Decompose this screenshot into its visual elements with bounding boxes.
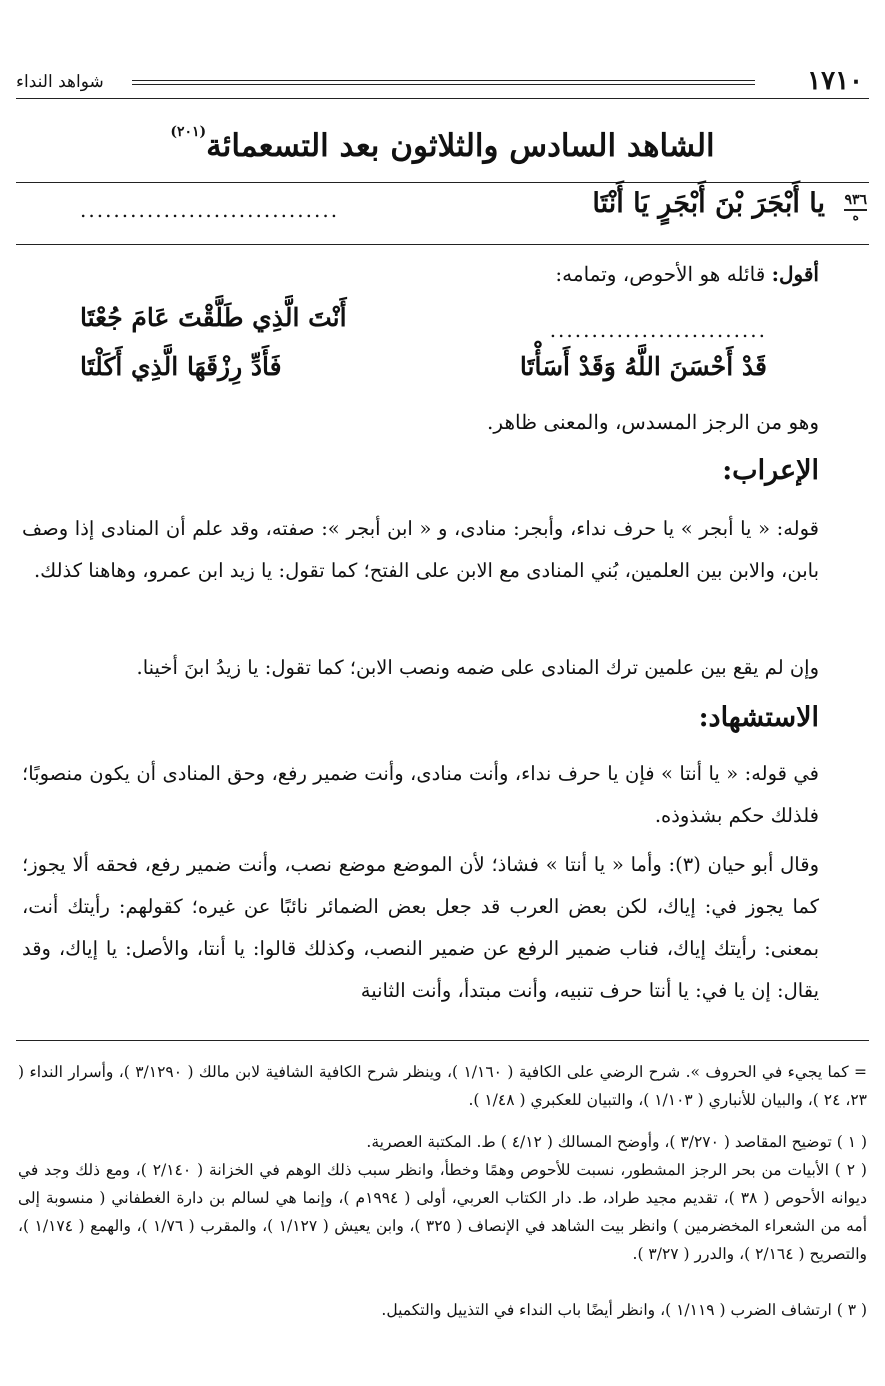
intro-text: قائله هو الأحوص، وتمامه: — [555, 262, 766, 286]
footnote-2: ( ٢ ) الأبيات من بحر الرجز المشطور، نسبت للأحوص وهمًا وخطأ، وانظر سبب ذلك الوهم في الخزانة ( ٢/١٤٠ )، ومع ذلك وجد في ديوانه الأحوص ( ٣٨ )، تقديم مجيد طراد، ط. دار الكتاب العربي، أولى ( ١٩٩٤م )، وإنما هي لسالم بن دارة الغطفاني ( منسوبة إلى أمه من الشعراء المخضرمين ) وانظر بيت الشاهد في الإنصاف ( ٣٢٥ )، وابن يعيش ( ١/١٢٧ )، والمقرب ( ١/٧٦ )، والهمع ( ١/١٧٤ )، والتصريح ( ٢/١٦٤ )، والدرر ( ٣/٢٧ ). — [18, 1161, 868, 1263]
meter-line: وهو من الرجز المسدس، والمعنى ظاهر. — [487, 410, 819, 434]
paragraph-irab-1: قوله: « يا أبجر » يا حرف نداء، وأبجر: منادى، و « ابن أبجر »: صفته، وقد علم أن المنادى إذا وصف بابن، والابن بين العلمين، بُني المنادى مع الابن على الفتح؛ كما تقول: يا زيد ابن عمرو، وهاهنا كذلك. — [22, 517, 819, 582]
poem-line1-left: أَنْتَ الَّذِي طَلَّقْتَ عَامَ جُعْتَا — [80, 303, 347, 332]
witness-footnote-ref: (٢٠١) — [170, 124, 207, 140]
verse-number — [844, 192, 867, 223]
verse-underline — [16, 244, 869, 245]
paragraph-irab-2: وإن لم يقع بين علمين ترك المنادى على ضمه ونصب الابن؛ كما تقول: يا زيدُ ابنَ أخينا. — [136, 656, 819, 679]
verse-number-value: ٩٣٦ — [844, 192, 867, 211]
footnote-1: ( ١ ) توضيح المقاصد ( ٣/٢٧٠ )، وأوضح المسالك ( ٤/١٢ ) ط. المكتبة العصرية. — [366, 1133, 867, 1151]
footnote-continued: = كما يجيء في الحروف ». شرح الرضي على الكافية ( ١/١٦٠ )، وينظر شرح الكافية الشافية لابن مالك ( ٣/١٢٩٠ )، وأسرار النداء ( ٢٣، ٢٤ )، والبيان للأنباري ( ١/١٠٣ )، والتبيان للعكبري ( ١/٤٨ ). — [18, 1063, 867, 1109]
paragraph-istishhad-2: وقال أبو حيان (٣): وأما « يا أنتا » فشاذ؛ لأن الموضع موضع نصب، وأنت ضمير رفع، فحقه ألا يجوز؛ كما يجوز في: إياك، لكن بعض العرب قد جعل بعض الضمائر نائبًا عن غيره؛ كقولهم: رأيتك أنت، بمعنى: رأيتك إياك، فناب ضمير الرفع عن ضمير النصب، وكذلك قالوا: يا أنتا، والأصل: يا إياك، وقد يقال: إن يا في: يا أنتا حرف تنبيه، وأنت مبتدأ، وأنت الثانية — [22, 853, 819, 1002]
header-rule — [132, 80, 755, 81]
section-heading-irab: الإعراب: — [722, 455, 819, 486]
title-rule — [16, 182, 869, 183]
intro-line — [555, 262, 819, 286]
header-underline — [16, 98, 869, 99]
page-number: ١٧١٠ — [807, 66, 863, 96]
paragraph-istishhad-1: في قوله: « يا أنتا » فإن يا حرف نداء، وأنت منادى، وأنت ضمير رفع، وحق المنادى أن يكون منصوبًا؛ فلذلك حكم بشذوذه. — [22, 762, 819, 827]
section-heading-istishhad: الاستشهاد: — [698, 702, 819, 733]
witness-title-text: الشاهد السادس والثلاثون بعد التسعمائة — [206, 128, 715, 164]
intro-label: أقول: — [771, 262, 819, 286]
verse-head: يا أَبْجَرَ بْنَ أَبْجَرٍ يَا أَنْتَا — [592, 188, 825, 219]
footnote-3: ( ٣ ) ارتشاف الضرب ( ١/١١٩ )، وانظر أيضًا باب النداء في التذييل والتكميل. — [381, 1301, 867, 1319]
verse-number-sub: ه — [852, 209, 859, 223]
witness-title — [0, 124, 885, 164]
poem-line2-left: فَأَدِّ رِزْقَهَا الَّذِي أَكَلْتَا — [80, 352, 282, 381]
footnote-rule — [16, 1040, 869, 1041]
poem-line2-right: قَدْ أَحْسَنَ اللَّهُ وَقَدْ أَسَأْتَا — [519, 352, 767, 381]
header-rule — [132, 84, 755, 85]
verse-dots: ............................... — [80, 198, 340, 222]
poem-line1-right: .......................... — [549, 318, 767, 342]
running-header-title: شواهد النداء — [16, 72, 104, 92]
